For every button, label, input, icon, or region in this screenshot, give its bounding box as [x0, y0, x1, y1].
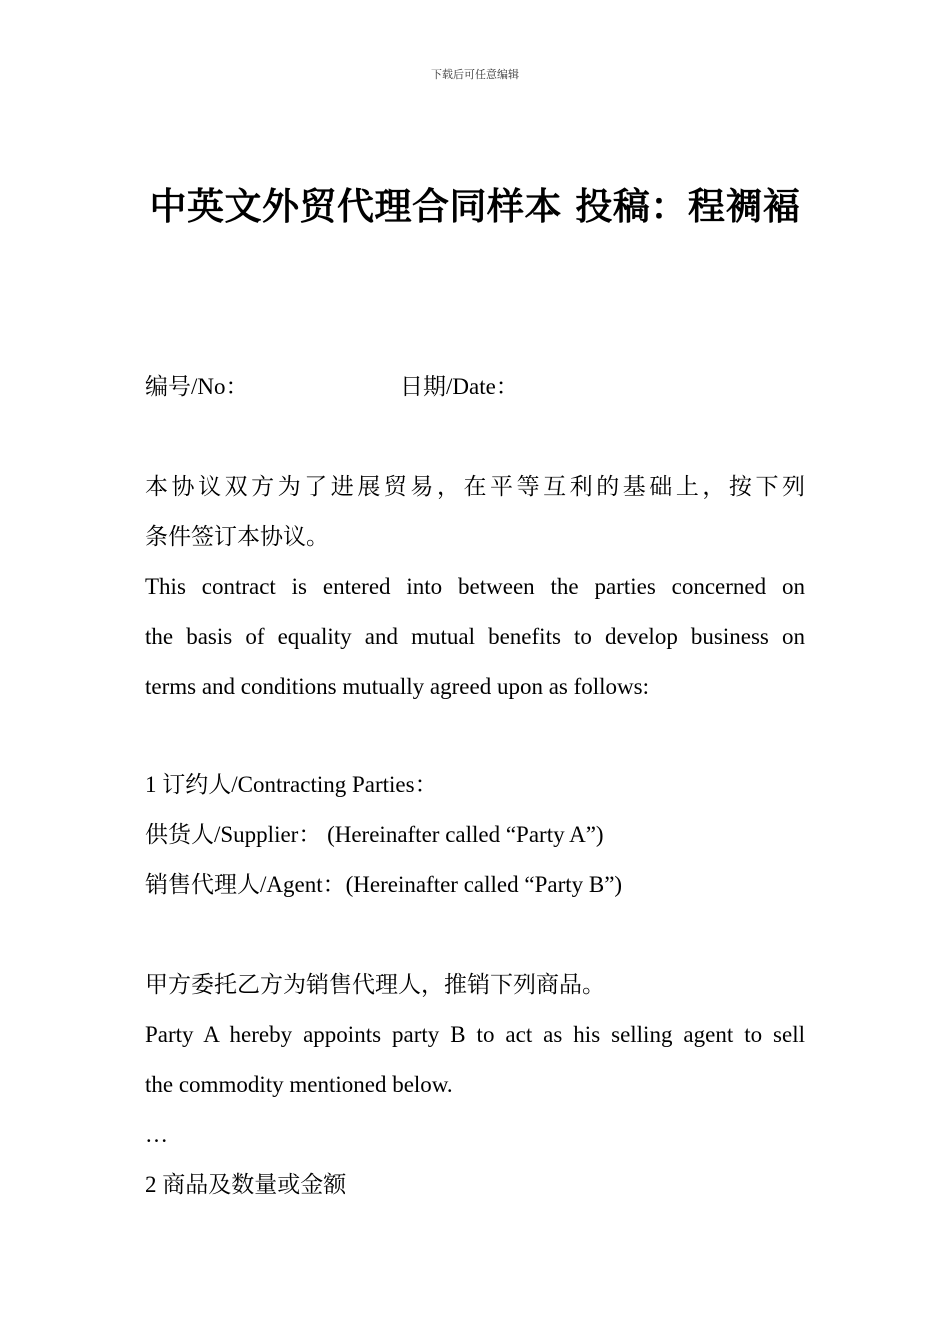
appoint-en-line2: the commodity mentioned below.	[145, 1072, 453, 1097]
number-date-row	[145, 362, 805, 412]
intro-cn-line1: 本协议双方为了进展贸易，在平等互利的基础上，按下列	[145, 474, 805, 499]
intro-en-line3: terms and conditions mutually agreed upon as follows:	[145, 674, 649, 699]
intro-en-line2: the basis of equality and mutual benefits to develop business on	[145, 624, 805, 649]
document-title: 中英文外贸代理合同样本 投稿：程裯褔	[149, 185, 801, 228]
section2-heading: 2 商品及数量或金额	[145, 1172, 347, 1197]
header-note: 下载后可任意编辑	[431, 69, 519, 81]
intro-paragraph	[145, 462, 805, 712]
number-label: 编号/No：	[145, 374, 249, 399]
ellipsis: …	[145, 1122, 168, 1147]
agent-line: 销售代理人/Agent：(Hereinafter called “Party B”)	[145, 872, 623, 897]
appoint-en-line1: Party A hereby appoints party B to act as his selling agent to sell	[145, 1022, 805, 1047]
section1-heading: 1 订约人/Contracting Parties：	[145, 772, 438, 797]
appoint-cn: 甲方委托乙方为销售代理人，推销下列商品。	[145, 972, 605, 997]
intro-en-line1: This contract is entered into between the parties concerned on	[145, 574, 805, 599]
appointment-paragraph	[145, 960, 805, 1210]
date-label: 日期/Date：	[400, 374, 519, 399]
section-contracting-parties	[145, 760, 805, 910]
supplier-line: 供货人/Supplier： (Hereinafter called “Party A”)	[145, 822, 604, 847]
intro-cn-line2: 条件签订本协议。	[145, 524, 329, 549]
